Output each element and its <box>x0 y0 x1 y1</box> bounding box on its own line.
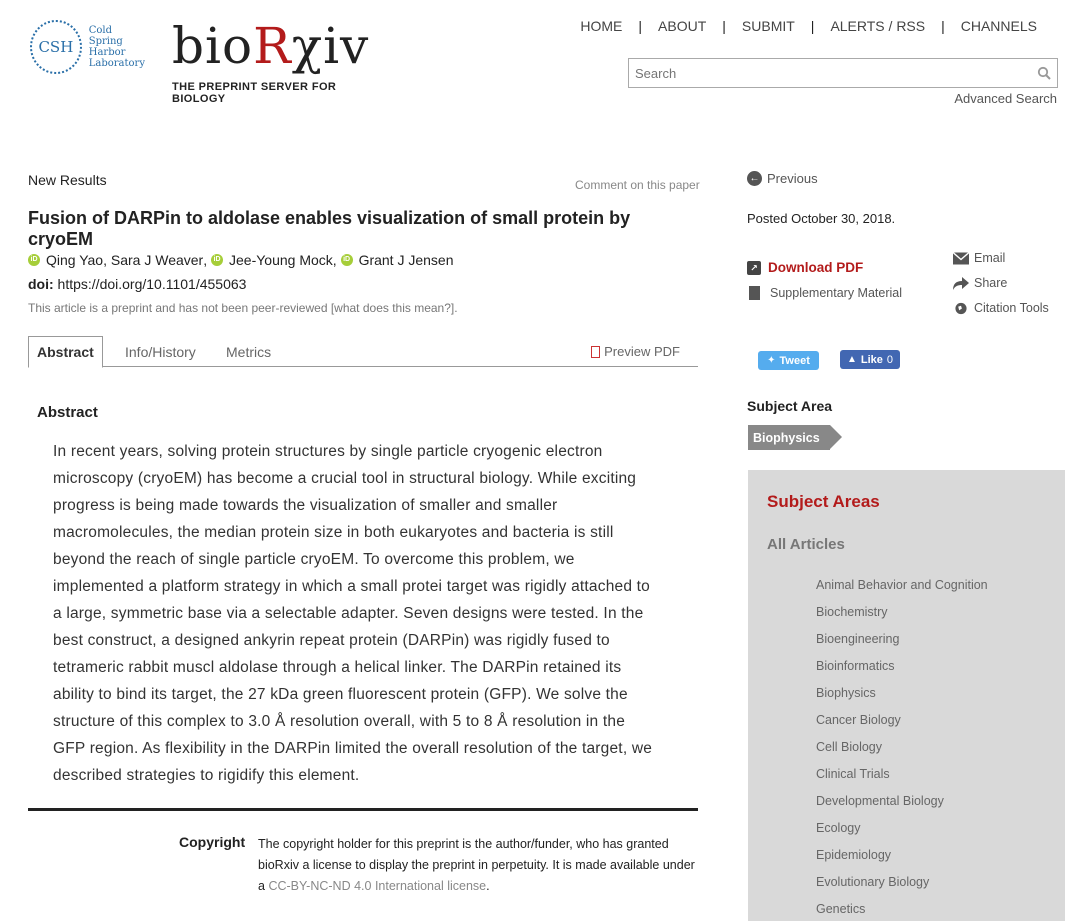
comment-link[interactable]: Comment on this paper <box>575 178 700 192</box>
orcid-icon[interactable]: iD <box>28 254 40 266</box>
subject-area-label: Subject Area <box>747 398 833 414</box>
abstract-line: beyond the reach of single particle cryoEM. To overcome this problem, we <box>53 551 575 568</box>
abstract-line: described strategies to rigidify this element. <box>53 767 360 784</box>
copyright-text <box>258 834 698 897</box>
orcid-icon[interactable]: iD <box>341 254 353 266</box>
nav-separator: | <box>941 18 945 34</box>
subject-link[interactable]: Biochemistry <box>816 605 888 619</box>
email-link[interactable] <box>953 251 1005 265</box>
subject-link[interactable]: Animal Behavior and Cognition <box>816 578 988 592</box>
download-icon: ↗ <box>747 261 761 275</box>
subject-list <box>816 576 988 921</box>
tweet-button[interactable] <box>758 351 819 370</box>
brand-name <box>172 16 387 76</box>
facebook-like-button[interactable] <box>840 350 900 369</box>
csh-text-line: Cold <box>88 24 113 36</box>
nav-about[interactable]: ABOUT <box>658 18 707 34</box>
pdf-file-icon <box>591 346 600 358</box>
doi-link[interactable]: https://doi.org/10.1101/455063 <box>57 276 247 292</box>
subject-link[interactable]: Biophysics <box>816 686 876 700</box>
nav-submit[interactable]: SUBMIT <box>741 18 795 34</box>
document-icon <box>749 286 760 300</box>
subject-link[interactable]: Clinical Trials <box>816 767 890 781</box>
abstract-line: GFP region. As flexibility in the DARPin limited the overall resolution of the target, we <box>53 740 653 757</box>
tweet-label: Tweet <box>779 354 810 367</box>
previous-link[interactable] <box>747 171 818 186</box>
abstract-line: implemented a platform strategy in which a small protei target was rigidly attached to <box>53 578 650 595</box>
share-icon <box>953 277 969 290</box>
nav-home[interactable]: HOME <box>580 18 623 34</box>
download-pdf-button[interactable] <box>747 260 863 275</box>
arrow-left-icon: ← <box>747 171 762 186</box>
brand-r: R <box>253 17 292 75</box>
author-separator: , <box>103 252 111 268</box>
article-tabs <box>28 336 698 367</box>
download-pdf-label: Download PDF <box>768 260 864 275</box>
globe-icon <box>953 302 969 315</box>
abstract-line: In recent years, solving protein structures by single particle cryogenic electron <box>53 443 603 460</box>
article-title: Fusion of DARPin to aldolase enables visualization of small protein by cryoEM <box>28 208 631 249</box>
tab-info-history[interactable]: Info/History <box>125 343 196 360</box>
orcid-icon[interactable]: iD <box>211 254 223 266</box>
doi-line <box>28 276 246 292</box>
subject-link[interactable]: Bioinformatics <box>816 659 895 673</box>
all-articles-link[interactable]: All Articles <box>767 536 845 553</box>
license-link[interactable]: CC-BY-NC-ND 4.0 International license <box>268 879 487 893</box>
abstract-line: a large, symmetric base via a selectable adapter. Seven designs were tested. In the <box>53 605 644 622</box>
envelope-icon <box>953 252 969 265</box>
copyright-body: The copyright holder for this preprint is the author/funder, who has granted bioRxiv a license to display the preprint in perpetuity. It is made available under a <box>258 837 695 893</box>
citation-tools-link[interactable] <box>953 301 1049 315</box>
twitter-bird-icon: ✦ <box>767 355 776 366</box>
nav-separator: | <box>810 18 815 34</box>
subject-link[interactable]: Ecology <box>816 821 861 835</box>
csh-text-line: Laboratory <box>88 57 145 69</box>
author-list <box>28 252 454 268</box>
subject-link[interactable]: Developmental Biology <box>816 794 944 808</box>
author-link[interactable]: Grant J Jensen <box>358 252 454 268</box>
abstract-line: macromolecules, the median protein size in both eukaryotes and bacteria is still <box>53 524 614 541</box>
copyright-end: . <box>486 879 490 893</box>
tab-abstract[interactable]: Abstract <box>28 336 103 368</box>
subject-link[interactable]: Cancer Biology <box>816 713 901 727</box>
subject-link[interactable]: Bioengineering <box>816 632 900 646</box>
share-label: Share <box>974 276 1008 290</box>
subject-tag[interactable]: Biophysics <box>748 425 830 450</box>
abstract-text <box>53 438 673 789</box>
subject-areas-title: Subject Areas <box>767 492 880 511</box>
posted-date: Posted October 30, 2018. <box>747 211 896 226</box>
subject-areas-panel <box>748 470 1065 921</box>
author-separator: , <box>332 252 341 268</box>
doi-label: doi: <box>28 276 54 292</box>
abstract-line: microscopy (cryoEM) has become a crucial tool in structural biology. While exciting <box>53 470 637 487</box>
subject-link[interactable]: Genetics <box>816 902 866 916</box>
brand-suffix: χiv <box>291 17 370 75</box>
abstract-line: tetrameric rabbit muscl aldolase through a helical linker. The DARPin retained its <box>53 659 622 676</box>
brand-prefix: bio <box>172 17 254 75</box>
preview-pdf-link[interactable] <box>591 336 680 367</box>
brand-tagline: THE PREPRINT SERVER FOR BIOLOGY <box>172 81 337 105</box>
previous-label: Previous <box>767 171 818 186</box>
search-icon[interactable] <box>1037 66 1051 80</box>
csh-logo-mark: CSH <box>30 20 82 74</box>
author-link[interactable]: Jee-Young Mock <box>229 252 333 268</box>
abstract-heading: Abstract <box>37 404 98 421</box>
abstract-line: progress is being made towards the visualization of smaller and smaller <box>53 497 558 514</box>
nav-separator: | <box>638 18 643 34</box>
nav-separator: | <box>722 18 726 34</box>
section-divider <box>28 808 698 811</box>
article-section-label: New Results <box>28 172 107 188</box>
copyright-label: Copyright <box>179 834 246 850</box>
author-link[interactable]: Sara J Weaver <box>110 252 204 268</box>
subject-link[interactable]: Epidemiology <box>816 848 892 862</box>
csh-text-line: Spring <box>88 35 123 47</box>
preview-pdf-label: Preview PDF <box>604 344 680 359</box>
nav-alerts-rss[interactable]: ALERTS / RSS <box>830 18 926 34</box>
csh-logo[interactable] <box>30 19 145 74</box>
subject-link[interactable]: Evolutionary Biology <box>816 875 930 889</box>
top-nav <box>580 18 1037 34</box>
abstract-line: best construct, a designed ankyrin repeat protein (DARPin) was rigidly fused to <box>53 632 610 649</box>
csh-text-line: Harbor <box>88 46 126 58</box>
biorxiv-logo[interactable] <box>172 16 387 105</box>
abstract-line: structure of this complex to 3.0 Å resolution overall, with 5 to 8 Å resolution in the <box>53 713 626 730</box>
like-count: 0 <box>886 353 894 366</box>
search-bar <box>628 58 1058 88</box>
author-separator: , <box>203 252 211 268</box>
share-link[interactable] <box>953 276 1007 290</box>
thumbs-up-icon: ▲ <box>846 354 857 365</box>
citation-tools-label: Citation Tools <box>974 301 1049 315</box>
supplementary-label: Supplementary Material <box>770 286 903 300</box>
supplementary-material-link[interactable] <box>747 286 902 300</box>
subject-link[interactable]: Cell Biology <box>816 740 883 754</box>
advanced-search-link[interactable]: Advanced Search <box>954 91 1057 106</box>
like-label: Like <box>860 353 883 366</box>
email-label: Email <box>974 251 1006 265</box>
csh-logo-text <box>89 25 145 69</box>
author-link[interactable]: Qing Yao <box>46 252 104 268</box>
tab-metrics[interactable]: Metrics <box>226 343 272 360</box>
abstract-line: ability to bind its target, the 27 kDa green fluorescent protein (GFP). We solve the <box>53 686 628 703</box>
nav-channels[interactable]: CHANNELS <box>960 18 1037 34</box>
peer-review-note: This article is a preprint and has not been peer-reviewed [what does this mean?]. <box>28 301 458 315</box>
search-input[interactable] <box>635 66 1037 81</box>
